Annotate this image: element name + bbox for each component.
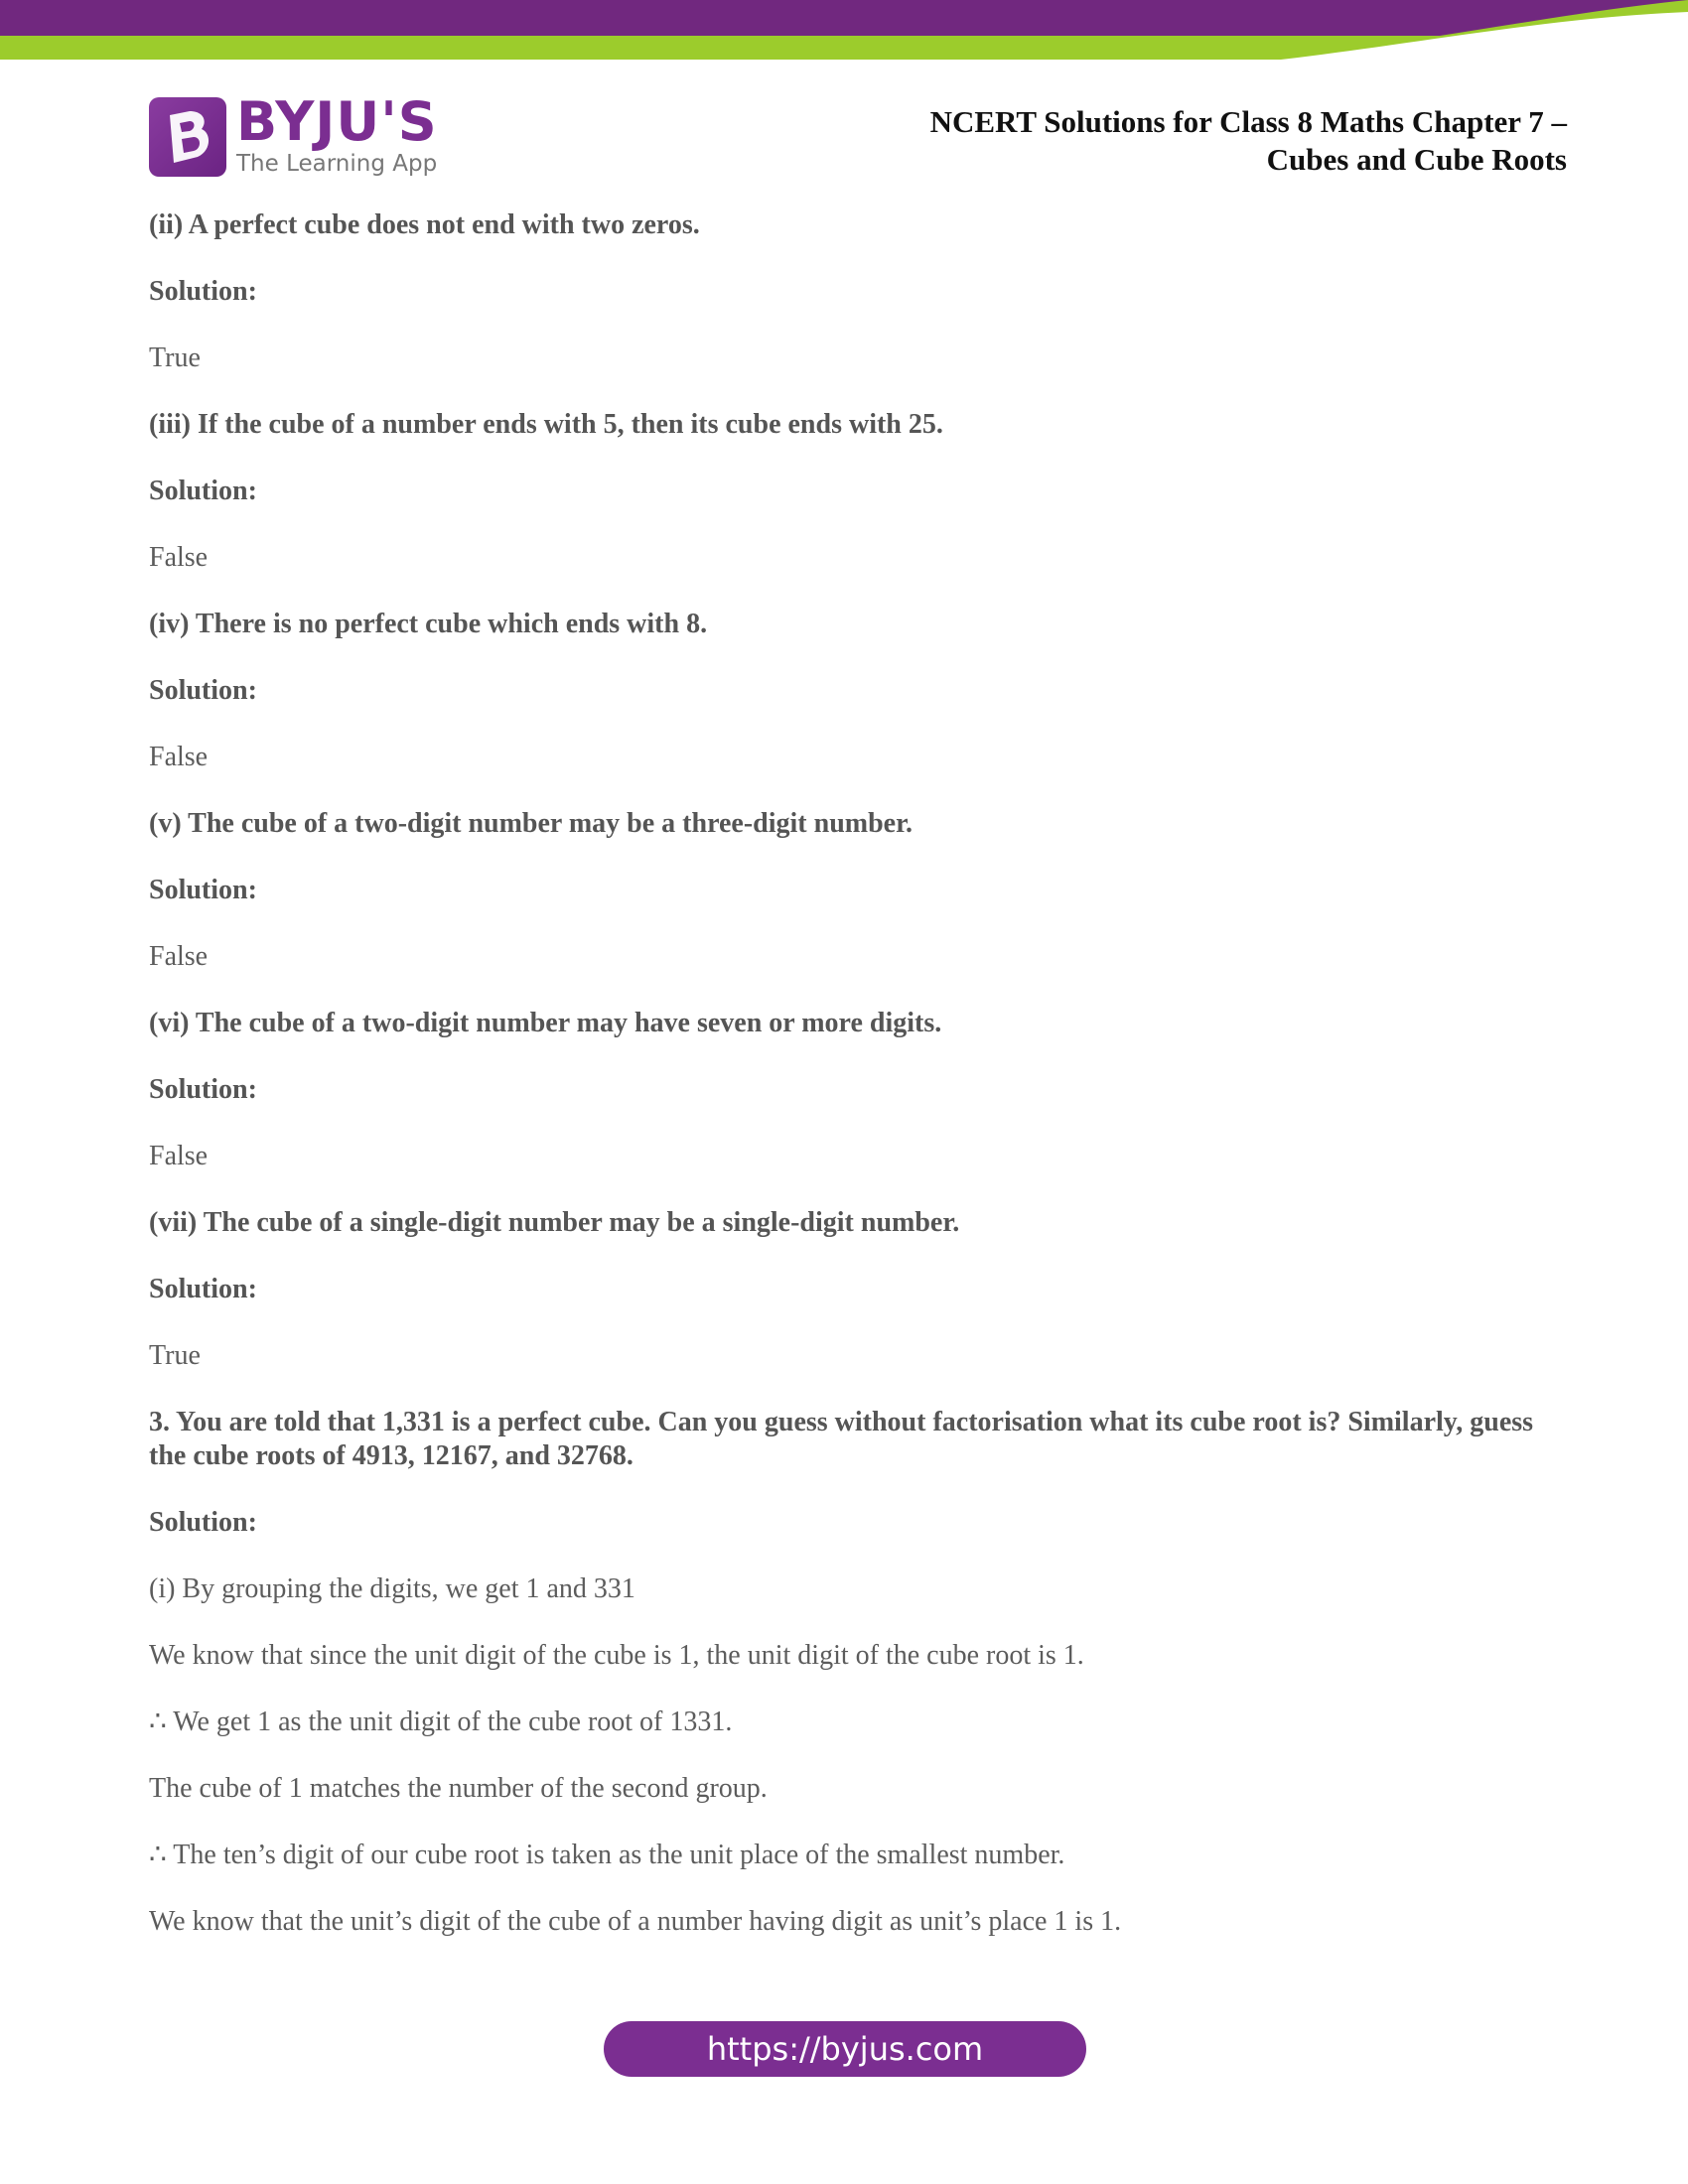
solution-text: False (149, 941, 209, 972)
solution-text: False (149, 742, 209, 772)
question-or-heading: Solution: (149, 1507, 257, 1538)
question-or-heading: Solution: (149, 875, 257, 905)
website-url: https://byjus.com (706, 2030, 984, 2068)
question-or-heading: (v) The cube of a two-digit number may be a three-digit number. (149, 808, 913, 839)
title-line-2: Cubes and Cube Roots (1266, 142, 1567, 177)
solution-text: ∴ We get 1 as the unit digit of the cube root of 1331. (149, 1706, 733, 1737)
document-title (930, 103, 1567, 179)
byjus-b-icon (149, 97, 226, 177)
byjus-logo (149, 90, 438, 179)
document-body (149, 208, 1569, 1972)
question-or-heading: Solution: (149, 675, 257, 706)
question-or-heading: (iv) There is no perfect cube which ends with 8. (149, 609, 708, 639)
question-or-heading: (iii) If the cube of a number ends with 5, then its cube ends with 25. (149, 409, 943, 440)
solution-text: False (149, 1141, 209, 1171)
brand-name: BYJU'S (236, 90, 438, 153)
question-or-heading: (vi) The cube of a two-digit number may have seven or more digits. (149, 1008, 942, 1038)
header-decoration-band (0, 0, 1688, 60)
title-line-1: NCERT Solutions for Class 8 Maths Chapter 7 – (929, 104, 1567, 139)
solution-text: (i) By grouping the digits, we get 1 and 331 (149, 1573, 635, 1604)
question-or-heading: Solution: (149, 1274, 257, 1304)
solution-text: The cube of 1 matches the number of the second group. (149, 1773, 768, 1804)
solution-text: We know that the unit’s digit of the cube of a number having digit as unit’s place 1 is 1. (149, 1906, 1122, 1937)
website-link[interactable] (604, 2021, 1086, 2077)
solution-text: We know that since the unit digit of the cube is 1, the unit digit of the cube root is 1. (149, 1640, 1084, 1671)
question-or-heading: Solution: (149, 1074, 257, 1105)
solution-text: ∴ The ten’s digit of our cube root is taken as the unit place of the smallest number. (149, 1840, 1065, 1870)
question-or-heading: Solution: (149, 276, 257, 307)
question-or-heading: Solution: (149, 476, 257, 506)
question-or-heading: (ii) A perfect cube does not end with two zeros. (149, 209, 700, 240)
solution-text: False (149, 542, 209, 573)
question-or-heading: (vii) The cube of a single-digit number may be a single-digit number. (149, 1207, 960, 1238)
solution-text: True (149, 1340, 201, 1371)
solution-text: True (149, 342, 201, 373)
question-or-heading: 3. You are told that 1,331 is a perfect cube. Can you guess without factorisation what its cube root is? Similarly, guess the cube roots of 4913, 12167, and 32768. (149, 1407, 1534, 1471)
brand-tagline: The Learning App (236, 151, 438, 177)
